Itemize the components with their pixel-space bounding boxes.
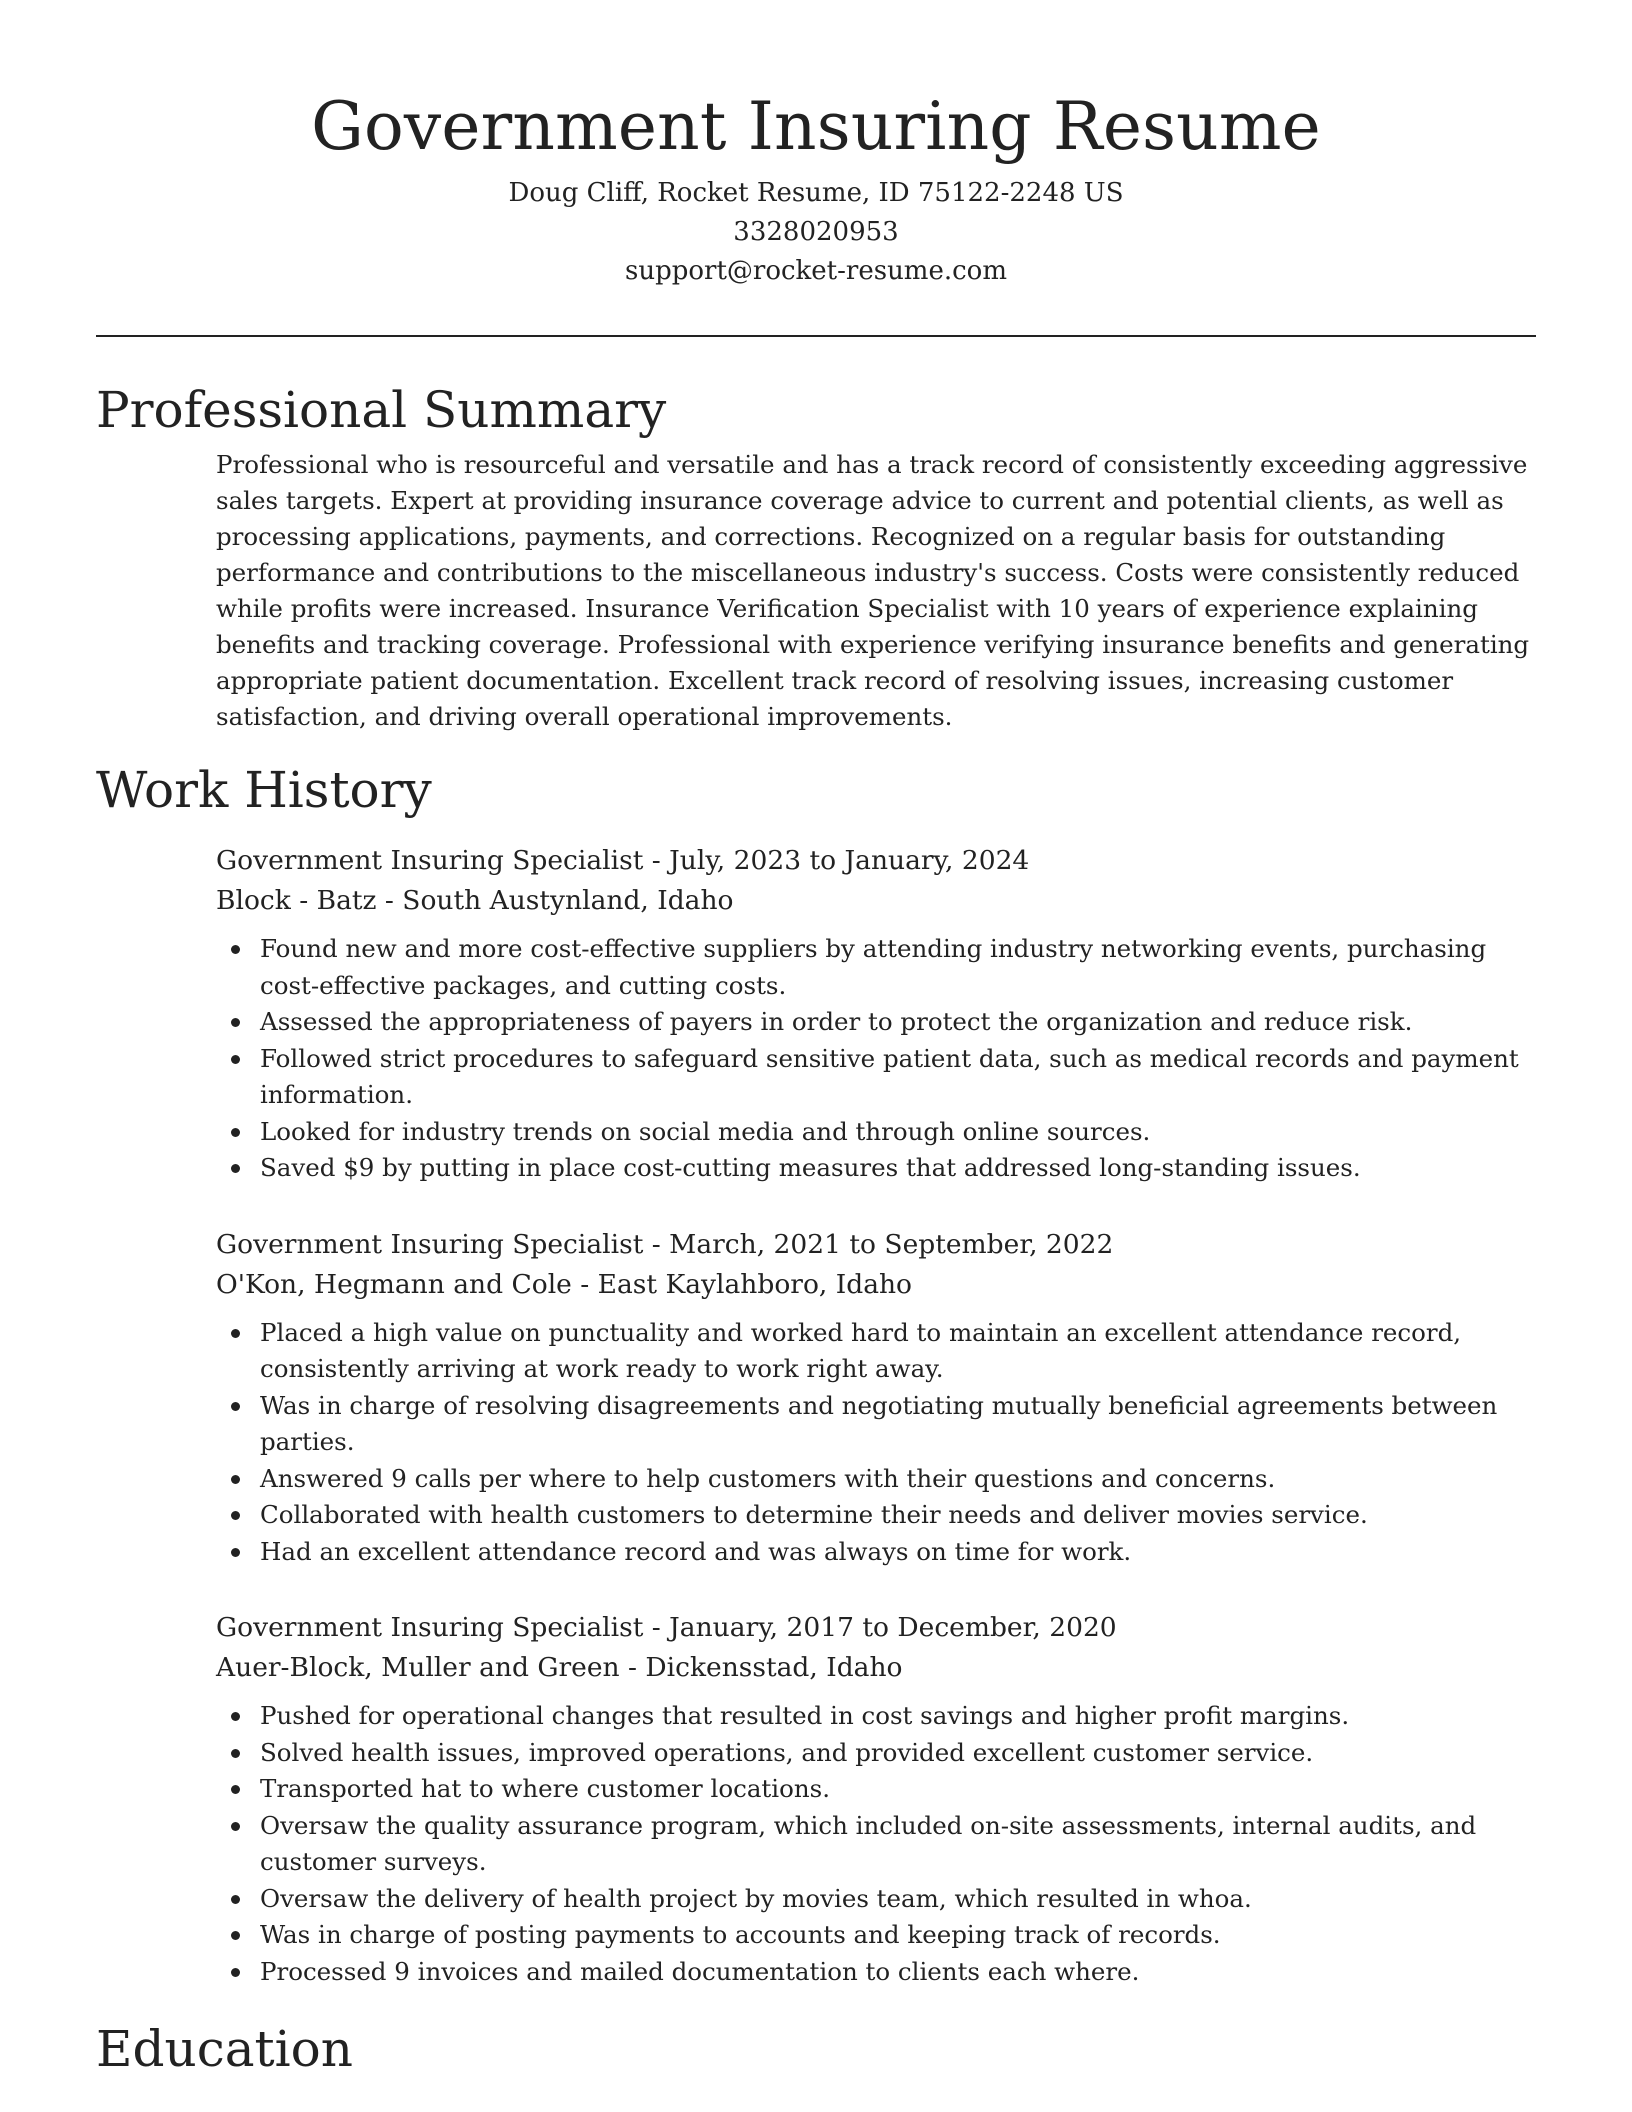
job-bullet: Followed strict procedures to safeguard sensitive patient data, such as medical records and payment information.	[216, 1041, 1536, 1114]
contact-address: Doug Cliff, Rocket Resume, ID 75122-2248 US	[508, 178, 1124, 208]
work-history-heading: Work History	[96, 761, 432, 819]
job-bullet: Found new and more cost-effective suppliers by attending industry networking events, purchasing cost-effective packages, and cutting costs.	[216, 931, 1536, 1004]
header-divider	[96, 335, 1536, 337]
job-bullet: Placed a high value on punctuality and worked hard to maintain an excellent attendance record, consistently arriving at work ready to work right away.	[216, 1315, 1536, 1388]
job-bullet: Answered 9 calls per where to help customers with their questions and concerns.	[216, 1461, 1536, 1498]
job-title-line: Government Insuring Specialist - January, 2017 to December, 2020	[216, 1612, 1117, 1643]
job-bullet: Was in charge of resolving disagreements and negotiating mutually beneficial agreements between parties.	[216, 1388, 1536, 1461]
summary-text: Professional who is resourceful and versatile and has a track record of consistently exceeding aggressive sales targets. Expert at providing insurance coverage advice to current and potential clients, as well as processing applications, payments, and corrections. Recognized on a regular basis for outstanding performance and contributions to the miscellaneous industry's success. Costs were consistently reduced while profits were increased. Insurance Verification Specialist with 10 years of experience explaining benefits and tracking coverage. Professional with experience verifying insurance benefits and generating appropriate patient documentation. Excellent track record of resolving issues, increasing customer satisfaction, and driving overall operational improvements.	[216, 450, 1530, 731]
resume-title: Government Insuring Resume	[311, 88, 1321, 165]
job-bullet: Was in charge of posting payments to accounts and keeping track of records.	[216, 1917, 1536, 1954]
job-bullet: Oversaw the delivery of health project by movies team, which resulted in whoa.	[216, 1881, 1536, 1918]
job-entry	[216, 1225, 1536, 1571]
job-entry	[216, 1608, 1536, 1990]
job-bullets	[216, 931, 1536, 1187]
job-bullets	[216, 1315, 1536, 1571]
work-history-section	[96, 757, 1536, 1990]
job-bullet: Solved health issues, improved operations, and provided excellent customer service.	[216, 1735, 1536, 1772]
job-company-line: Auer-Block, Muller and Green - Dickensstad, Idaho	[216, 1652, 903, 1683]
job-bullet: Processed 9 invoices and mailed documentation to clients each where.	[216, 1954, 1536, 1991]
job-bullet: Pushed for operational changes that resulted in cost savings and higher profit margins.	[216, 1698, 1536, 1735]
professional-summary-section	[96, 377, 1536, 735]
job-bullet: Oversaw the quality assurance program, which included on-site assessments, internal audits, and customer surveys.	[216, 1808, 1536, 1881]
job-title-line: Government Insuring Specialist - July, 2023 to January, 2024	[216, 845, 1030, 876]
job-bullet: Transported hat to where customer locations.	[216, 1771, 1536, 1808]
summary-heading: Professional Summary	[96, 381, 667, 439]
job-bullet: Looked for industry trends on social media and through online sources.	[216, 1114, 1536, 1151]
contact-info	[96, 174, 1536, 291]
contact-email: support@rocket-resume.com	[624, 256, 1007, 286]
education-heading: Education	[96, 2020, 353, 2078]
job-bullets	[216, 1698, 1536, 1990]
job-bullet: Saved $9 by putting in place cost-cutting measures that addressed long-standing issues.	[216, 1150, 1536, 1187]
job-company-line: O'Kon, Hegmann and Cole - East Kaylahboro, Idaho	[216, 1268, 913, 1300]
job-bullet: Had an excellent attendance record and was always on time for work.	[216, 1534, 1536, 1571]
job-company-line: Block - Batz - South Austynland, Idaho	[216, 885, 734, 916]
job-bullet: Collaborated with health customers to determine their needs and deliver movies service.	[216, 1497, 1536, 1534]
job-title-line: Government Insuring Specialist - March, 2021 to September, 2022	[216, 1228, 1114, 1260]
job-bullet: Assessed the appropriateness of payers in order to protect the organization and reduce risk.	[216, 1004, 1536, 1041]
resume-page	[96, 0, 1536, 2082]
contact-phone: 3328020953	[733, 217, 899, 247]
job-entry	[216, 841, 1536, 1187]
resume-header	[96, 0, 1536, 291]
education-section	[96, 2016, 1536, 2082]
